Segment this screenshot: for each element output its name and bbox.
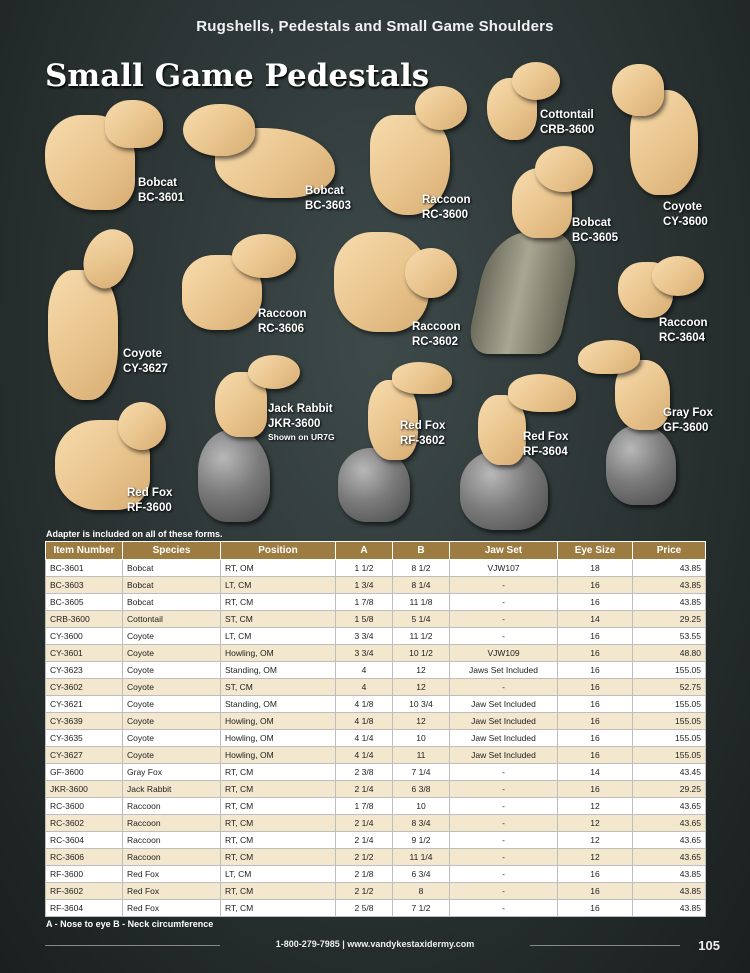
cell-b: 5 1/4 — [393, 611, 450, 628]
table-row — [46, 577, 706, 594]
product-name: Bobcat — [138, 177, 177, 189]
cell-species: Bobcat — [123, 560, 221, 577]
cell-eye-size: 12 — [558, 798, 633, 815]
table-row — [46, 798, 706, 815]
cell-eye-size: 18 — [558, 560, 633, 577]
product-image-head — [512, 62, 560, 100]
product-image-head — [405, 248, 457, 298]
cell-price: 43.65 — [633, 849, 706, 866]
cell-a: 2 1/4 — [336, 781, 393, 798]
page-title: Small Game Pedestals — [45, 58, 430, 94]
product-name: Coyote — [663, 201, 702, 213]
product-image-head — [508, 374, 576, 412]
cell-jaw-set: VJW107 — [450, 560, 558, 577]
footer-divider-right — [530, 945, 680, 946]
cell-position: RT, CM — [221, 900, 336, 917]
table-row — [46, 849, 706, 866]
cell-a: 4 — [336, 662, 393, 679]
product-code: GF-3600 — [663, 422, 709, 434]
product-code: BC-3603 — [305, 200, 352, 212]
cell-price: 53.55 — [633, 628, 706, 645]
product-image-head — [578, 340, 640, 374]
cell-species: Coyote — [123, 679, 221, 696]
cell-b: 12 — [393, 662, 450, 679]
cell-jaw-set: - — [450, 628, 558, 645]
cell-price: 43.85 — [633, 560, 706, 577]
cell-a: 2 1/2 — [336, 849, 393, 866]
cell-a: 2 1/2 — [336, 883, 393, 900]
cell-price: 29.25 — [633, 611, 706, 628]
cell-b: 6 3/8 — [393, 781, 450, 798]
cell-b: 10 1/2 — [393, 645, 450, 662]
table-row — [46, 815, 706, 832]
product-image-head — [612, 64, 664, 116]
product-code: RC-3602 — [412, 336, 459, 348]
cell-position: LT, CM — [221, 866, 336, 883]
table-row — [46, 781, 706, 798]
cell-a: 3 3/4 — [336, 628, 393, 645]
cell-price: 43.45 — [633, 764, 706, 781]
cell-item-number: JKR-3600 — [46, 781, 123, 798]
table-row — [46, 764, 706, 781]
header-jaw-set: Jaw Set — [450, 542, 558, 560]
cell-eye-size: 16 — [558, 781, 633, 798]
product-name: Raccoon — [412, 321, 461, 333]
cell-jaw-set: - — [450, 679, 558, 696]
cell-b: 12 — [393, 713, 450, 730]
table-row — [46, 747, 706, 764]
cell-a: 1 3/4 — [336, 577, 393, 594]
table-row — [46, 560, 706, 577]
cell-position: Howling, OM — [221, 645, 336, 662]
header-b: B — [393, 542, 450, 560]
product-rock-base — [606, 425, 676, 505]
cell-position: Howling, OM — [221, 747, 336, 764]
product-name: Raccoon — [659, 317, 708, 329]
table-row — [46, 696, 706, 713]
cell-a: 4 1/8 — [336, 713, 393, 730]
cell-item-number: BC-3601 — [46, 560, 123, 577]
cell-b: 11 — [393, 747, 450, 764]
cell-a: 2 5/8 — [336, 900, 393, 917]
table-row — [46, 611, 706, 628]
cell-eye-size: 16 — [558, 679, 633, 696]
product-name: Raccoon — [258, 308, 307, 320]
table-header-row — [46, 542, 706, 560]
product-code: BC-3601 — [138, 192, 185, 204]
header-item-number: Item Number — [46, 542, 123, 560]
cell-eye-size: 14 — [558, 764, 633, 781]
cell-species: Raccoon — [123, 815, 221, 832]
cell-item-number: CRB-3600 — [46, 611, 123, 628]
cell-jaw-set: Jaw Set Included — [450, 730, 558, 747]
cell-item-number: CY-3621 — [46, 696, 123, 713]
cell-b: 8 — [393, 883, 450, 900]
cell-jaw-set: - — [450, 577, 558, 594]
cell-price: 29.25 — [633, 781, 706, 798]
cell-a: 2 1/8 — [336, 866, 393, 883]
cell-eye-size: 16 — [558, 696, 633, 713]
cell-price: 43.85 — [633, 594, 706, 611]
cell-position: RT, CM — [221, 815, 336, 832]
cell-position: RT, CM — [221, 798, 336, 815]
product-image-head — [652, 256, 704, 296]
product-image-head — [232, 234, 296, 278]
cell-a: 4 1/4 — [336, 747, 393, 764]
cell-item-number: BC-3605 — [46, 594, 123, 611]
cell-jaw-set: - — [450, 832, 558, 849]
cell-position: Howling, OM — [221, 730, 336, 747]
cell-jaw-set: Jaw Set Included — [450, 713, 558, 730]
cell-b: 10 3/4 — [393, 696, 450, 713]
product-branch — [465, 232, 583, 354]
product-name: Red Fox — [400, 420, 446, 432]
cell-b: 7 1/4 — [393, 764, 450, 781]
cell-eye-size: 16 — [558, 662, 633, 679]
table-row — [46, 628, 706, 645]
product-image-head — [415, 86, 467, 130]
header-position: Position — [221, 542, 336, 560]
cell-species: Coyote — [123, 645, 221, 662]
cell-species: Red Fox — [123, 883, 221, 900]
cell-position: Howling, OM — [221, 713, 336, 730]
cell-position: LT, CM — [221, 577, 336, 594]
product-name: Red Fox — [127, 487, 173, 499]
cell-a: 2 3/8 — [336, 764, 393, 781]
cell-species: Coyote — [123, 713, 221, 730]
cell-price: 52.75 — [633, 679, 706, 696]
table-row — [46, 662, 706, 679]
cell-b: 11 1/8 — [393, 594, 450, 611]
cell-price: 155.05 — [633, 713, 706, 730]
cell-a: 4 1/8 — [336, 696, 393, 713]
product-code: RC-3604 — [659, 332, 706, 344]
product-code: RF-3600 — [127, 502, 172, 514]
product-image-head — [183, 104, 255, 156]
cell-species: Red Fox — [123, 900, 221, 917]
cell-item-number: BC-3603 — [46, 577, 123, 594]
section-header: Rugshells, Pedestals and Small Game Shoulders — [196, 18, 554, 35]
product-code: CRB-3600 — [540, 124, 595, 136]
product-image-head — [105, 100, 163, 148]
cell-eye-size: 16 — [558, 747, 633, 764]
product-name: Gray Fox — [663, 407, 713, 419]
cell-position: RT, CM — [221, 883, 336, 900]
cell-jaw-set: - — [450, 764, 558, 781]
cell-item-number: RF-3604 — [46, 900, 123, 917]
cell-eye-size: 16 — [558, 594, 633, 611]
cell-position: ST, CM — [221, 611, 336, 628]
cell-eye-size: 16 — [558, 577, 633, 594]
cell-price: 43.65 — [633, 832, 706, 849]
cell-price: 43.65 — [633, 815, 706, 832]
cell-jaw-set: Jaw Set Included — [450, 747, 558, 764]
cell-item-number: CY-3602 — [46, 679, 123, 696]
table-note: Adapter is included on all of these forms. — [46, 529, 223, 539]
cell-price: 43.85 — [633, 883, 706, 900]
product-code: CY-3600 — [663, 216, 708, 228]
product-code: RC-3600 — [422, 209, 469, 221]
cell-price: 155.05 — [633, 747, 706, 764]
cell-price: 155.05 — [633, 730, 706, 747]
cell-item-number: CY-3627 — [46, 747, 123, 764]
cell-species: Bobcat — [123, 594, 221, 611]
cell-eye-size: 16 — [558, 883, 633, 900]
table-row — [46, 730, 706, 747]
cell-item-number: GF-3600 — [46, 764, 123, 781]
cell-item-number: RF-3600 — [46, 866, 123, 883]
cell-a: 2 1/4 — [336, 832, 393, 849]
cell-jaw-set: - — [450, 900, 558, 917]
cell-a: 1 7/8 — [336, 594, 393, 611]
cell-eye-size: 12 — [558, 849, 633, 866]
product-rock-base — [198, 430, 270, 522]
table-row — [46, 594, 706, 611]
cell-species: Cottontail — [123, 611, 221, 628]
cell-position: RT, CM — [221, 849, 336, 866]
product-name: Bobcat — [572, 217, 611, 229]
cell-eye-size: 16 — [558, 713, 633, 730]
cell-jaw-set: - — [450, 866, 558, 883]
table-row — [46, 645, 706, 662]
cell-species: Coyote — [123, 730, 221, 747]
cell-item-number: CY-3635 — [46, 730, 123, 747]
cell-eye-size: 16 — [558, 645, 633, 662]
product-code: CY-3627 — [123, 363, 168, 375]
cell-b: 10 — [393, 730, 450, 747]
cell-species: Bobcat — [123, 577, 221, 594]
cell-a: 1 7/8 — [336, 798, 393, 815]
cell-jaw-set: - — [450, 781, 558, 798]
cell-species: Jack Rabbit — [123, 781, 221, 798]
product-code: RC-3606 — [258, 323, 305, 335]
cell-item-number: RC-3604 — [46, 832, 123, 849]
table-row — [46, 713, 706, 730]
product-name: Bobcat — [305, 185, 344, 197]
cell-position: RT, CM — [221, 781, 336, 798]
cell-position: Standing, OM — [221, 662, 336, 679]
cell-a: 1 1/2 — [336, 560, 393, 577]
product-image-head — [535, 146, 593, 192]
cell-position: RT, OM — [221, 560, 336, 577]
cell-a: 2 1/4 — [336, 815, 393, 832]
cell-position: LT, CM — [221, 628, 336, 645]
cell-price: 43.65 — [633, 798, 706, 815]
cell-jaw-set: - — [450, 849, 558, 866]
cell-b: 8 1/4 — [393, 577, 450, 594]
cell-jaw-set: VJW109 — [450, 645, 558, 662]
cell-item-number: CY-3623 — [46, 662, 123, 679]
cell-species: Gray Fox — [123, 764, 221, 781]
product-image-head — [118, 402, 166, 450]
cell-a: 1 5/8 — [336, 611, 393, 628]
contact-info: 1-800-279-7985 | www.vandykestaxidermy.com — [275, 939, 475, 949]
cell-eye-size: 16 — [558, 628, 633, 645]
cell-jaw-set: - — [450, 611, 558, 628]
cell-position: RT, CM — [221, 832, 336, 849]
cell-position: Standing, OM — [221, 696, 336, 713]
cell-b: 6 3/4 — [393, 866, 450, 883]
table-row — [46, 832, 706, 849]
cell-species: Coyote — [123, 662, 221, 679]
table-footnote: A - Nose to eye B - Neck circumference — [46, 919, 214, 929]
cell-position: ST, CM — [221, 679, 336, 696]
cell-jaw-set: Jaws Set Included — [450, 662, 558, 679]
cell-species: Coyote — [123, 696, 221, 713]
cell-item-number: RF-3602 — [46, 883, 123, 900]
table-row — [46, 679, 706, 696]
cell-price: 43.85 — [633, 866, 706, 883]
cell-item-number: RC-3600 — [46, 798, 123, 815]
cell-price: 155.05 — [633, 696, 706, 713]
cell-item-number: RC-3602 — [46, 815, 123, 832]
cell-b: 12 — [393, 679, 450, 696]
cell-eye-size: 14 — [558, 611, 633, 628]
product-name: Red Fox — [523, 431, 569, 443]
cell-jaw-set: - — [450, 594, 558, 611]
header-a: A — [336, 542, 393, 560]
product-name: Coyote — [123, 348, 162, 360]
cell-price: 43.85 — [633, 900, 706, 917]
product-code: BC-3605 — [572, 232, 619, 244]
product-name: Cottontail — [540, 109, 594, 121]
cell-a: 4 — [336, 679, 393, 696]
cell-eye-size: 12 — [558, 832, 633, 849]
product-image-head — [248, 355, 300, 389]
cell-item-number: CY-3639 — [46, 713, 123, 730]
header-eye-size: Eye Size — [558, 542, 633, 560]
product-name: Raccoon — [422, 194, 471, 206]
page-number: 105 — [698, 938, 720, 953]
cell-jaw-set: Jaw Set Included — [450, 696, 558, 713]
product-code: RF-3602 — [400, 435, 445, 447]
cell-jaw-set: - — [450, 883, 558, 900]
cell-b: 8 3/4 — [393, 815, 450, 832]
cell-species: Raccoon — [123, 849, 221, 866]
cell-item-number: CY-3601 — [46, 645, 123, 662]
cell-item-number: CY-3600 — [46, 628, 123, 645]
cell-species: Red Fox — [123, 866, 221, 883]
product-code: JKR-3600 — [268, 418, 321, 430]
header-species: Species — [123, 542, 221, 560]
header-price: Price — [633, 542, 706, 560]
product-name: Jack Rabbit — [268, 403, 333, 415]
cell-position: RT, CM — [221, 594, 336, 611]
cell-item-number: RC-3606 — [46, 849, 123, 866]
table-row — [46, 866, 706, 883]
cell-species: Coyote — [123, 747, 221, 764]
cell-eye-size: 12 — [558, 815, 633, 832]
product-note: Shown on UR7G — [268, 432, 335, 442]
product-image-head — [392, 362, 452, 394]
cell-b: 8 1/2 — [393, 560, 450, 577]
cell-a: 3 3/4 — [336, 645, 393, 662]
cell-price: 43.85 — [633, 577, 706, 594]
cell-position: RT, CM — [221, 764, 336, 781]
cell-species: Raccoon — [123, 832, 221, 849]
table-row — [46, 900, 706, 917]
cell-jaw-set: - — [450, 798, 558, 815]
cell-species: Raccoon — [123, 798, 221, 815]
cell-price: 155.05 — [633, 662, 706, 679]
cell-a: 4 1/4 — [336, 730, 393, 747]
product-code: RF-3604 — [523, 446, 568, 458]
product-image — [48, 270, 118, 400]
cell-b: 10 — [393, 798, 450, 815]
cell-eye-size: 16 — [558, 866, 633, 883]
cell-b: 7 1/2 — [393, 900, 450, 917]
cell-species: Coyote — [123, 628, 221, 645]
price-table — [45, 541, 706, 917]
cell-price: 48.80 — [633, 645, 706, 662]
cell-b: 9 1/2 — [393, 832, 450, 849]
cell-jaw-set: - — [450, 815, 558, 832]
table-row — [46, 883, 706, 900]
cell-b: 11 1/2 — [393, 628, 450, 645]
cell-b: 11 1/4 — [393, 849, 450, 866]
cell-eye-size: 16 — [558, 900, 633, 917]
cell-eye-size: 16 — [558, 730, 633, 747]
